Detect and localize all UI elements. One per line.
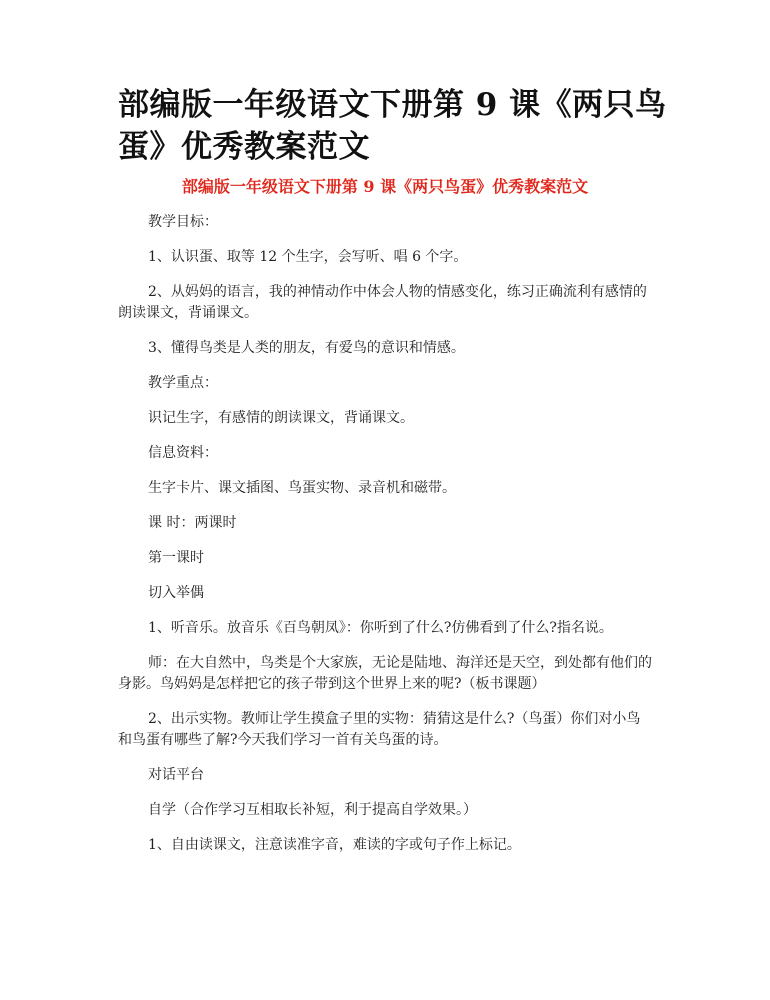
paragraph: 第一课时: [148, 550, 204, 566]
paragraph: 2、从妈妈的语言，我的神情动作中体会人物的情感变化，练习正确流利有感情的朗读课文，背诵课文。: [118, 284, 647, 321]
paragraph: 1、自由读课文，注意读准字音，难读的字或句子作上标记。: [148, 837, 521, 853]
paragraph: 1、听音乐。放音乐《百鸟朝凤》：你听到了什么?仿佛看到了什么?指名说。: [148, 620, 613, 636]
document-subtitle: 部编版一年级语文下册第 9 课《两只鸟蛋》优秀教案范文: [181, 177, 589, 196]
paragraph: 师：在大自然中，鸟类是个大家族，无论是陆地、海洋还是天空，到处都有他们的身影。鸟妈妈是怎样把它的孩子带到这个世界上来的呢?（板书课题）: [118, 655, 652, 692]
document-body: [118, 212, 653, 870]
paragraph: 自学（合作学习互相取长补短，利于提高自学效果。）: [148, 802, 477, 818]
paragraph: 教学重点：: [148, 375, 218, 391]
paragraph: 2、出示实物。教师让学生摸盒子里的实物：猜猜这是什么?（鸟蛋）你们对小鸟和鸟蛋有哪些了解?今天我们学习一首有关鸟蛋的诗。: [118, 711, 641, 748]
paragraph: 切入举偶: [148, 585, 204, 601]
paragraph: 教学目标：: [148, 214, 218, 230]
paragraph: 3、懂得鸟类是人类的朋友，有爱鸟的意识和情感。: [148, 340, 465, 356]
paragraph: 信息资料：: [148, 445, 218, 461]
document-title: 部编版一年级语文下册第 9 课《两只鸟蛋》优秀教案范文: [118, 87, 667, 165]
paragraph: 课 时：两课时: [148, 515, 237, 531]
paragraph: 识记生字，有感情的朗读课文，背诵课文。: [148, 410, 414, 426]
paragraph: 对话平台: [148, 767, 204, 783]
paragraph: 1、认识蛋、取等 12 个生字，会写听、唱 6 个字。: [148, 249, 468, 265]
paragraph: 生字卡片、课文插图、鸟蛋实物、录音机和磁带。: [148, 480, 456, 496]
